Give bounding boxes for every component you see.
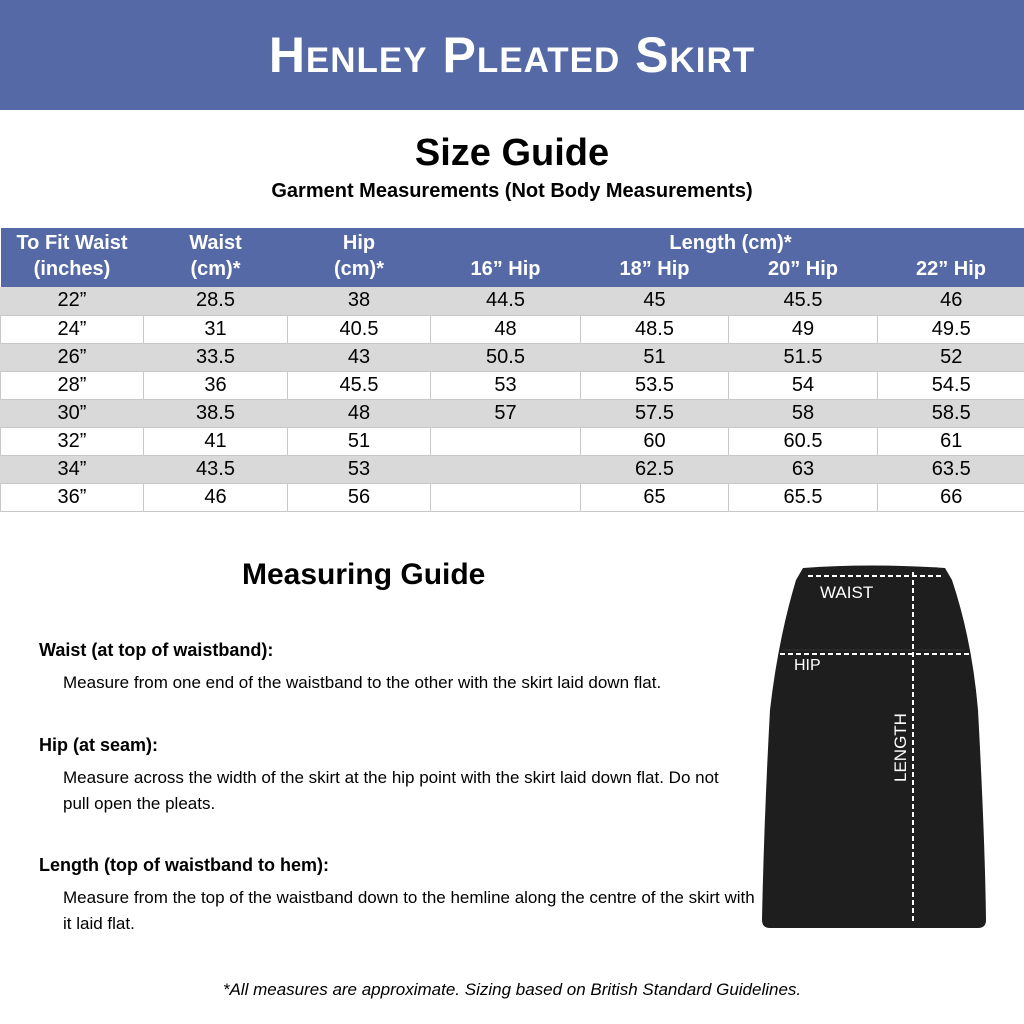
header-line: 22” Hip xyxy=(915,258,987,280)
table-cell: 34” xyxy=(1,455,144,483)
table-cell: 49 xyxy=(729,315,878,343)
table-cell: 53 xyxy=(288,455,431,483)
table-cell: 65.5 xyxy=(729,483,878,511)
table-cell: 26” xyxy=(1,343,144,371)
table-cell: 53.5 xyxy=(581,371,729,399)
table-row xyxy=(1,427,1024,455)
table-cell: 57 xyxy=(431,399,581,427)
section-text: Measure across the width of the skirt at the hip point with the skirt laid down flat. Do not pull open the pleats. xyxy=(63,768,719,813)
table-cell: 48 xyxy=(288,399,431,427)
table-row xyxy=(1,371,1024,399)
header-waist xyxy=(144,228,288,287)
table-cell: 46 xyxy=(144,483,288,511)
table-cell: 51.5 xyxy=(729,343,878,371)
header-16-hip xyxy=(431,228,581,287)
footnote: *All measures are approximate. Sizing based on British Standard Guidelines. xyxy=(222,980,802,999)
table-cell: 36” xyxy=(1,483,144,511)
table-cell: 36 xyxy=(144,371,288,399)
table-cell: 50.5 xyxy=(431,343,581,371)
header-18-hip xyxy=(581,228,792,287)
table-cell: 66 xyxy=(878,483,1024,511)
size-guide-subtitle: Garment Measurements (Not Body Measurements) xyxy=(271,180,753,202)
table-cell: 30” xyxy=(1,399,144,427)
header-line: Hip xyxy=(342,232,376,254)
table-cell: 56 xyxy=(288,483,431,511)
table-cell: 31 xyxy=(144,315,288,343)
table-cell: 53 xyxy=(431,371,581,399)
hip-label: HIP xyxy=(794,657,821,674)
table-cell: 46 xyxy=(878,287,1024,315)
table-cell: 49.5 xyxy=(878,315,1024,343)
table-cell: 58.5 xyxy=(878,399,1024,427)
table-cell: 61 xyxy=(878,427,1024,455)
header-line: To Fit Waist xyxy=(16,232,128,254)
table-cell: 63 xyxy=(729,455,878,483)
table-cell: 33.5 xyxy=(144,343,288,371)
table-cell: 28” xyxy=(1,371,144,399)
table-cell: 51 xyxy=(581,343,729,371)
table-cell: 45.5 xyxy=(729,287,878,315)
section-heading: Length (top of waistband to hem): xyxy=(39,855,329,875)
skirt-shape xyxy=(762,566,986,929)
table-cell: 52 xyxy=(878,343,1024,371)
header-line: 20” Hip xyxy=(767,258,839,280)
table-row xyxy=(1,399,1024,427)
header-line: Waist xyxy=(189,232,242,254)
length-section xyxy=(39,855,759,937)
table-row xyxy=(1,455,1024,483)
table-cell: 43 xyxy=(288,343,431,371)
header-line: (cm)* xyxy=(190,258,241,280)
table-cell: 40.5 xyxy=(288,315,431,343)
table-cell: 44.5 xyxy=(431,287,581,315)
table-cell: 24” xyxy=(1,315,144,343)
header-hip xyxy=(288,228,431,287)
table-cell xyxy=(431,483,581,511)
table-cell: 48.5 xyxy=(581,315,729,343)
table-cell: 43.5 xyxy=(144,455,288,483)
table-row xyxy=(1,315,1024,343)
table-cell: 57.5 xyxy=(581,399,729,427)
table-cell: 32” xyxy=(1,427,144,455)
table-cell: 54 xyxy=(729,371,878,399)
table-cell: 63.5 xyxy=(878,455,1024,483)
table-cell: 58 xyxy=(729,399,878,427)
table-cell: 28.5 xyxy=(144,287,288,315)
table-cell: 22” xyxy=(1,287,144,315)
table-cell: 45 xyxy=(581,287,729,315)
table-cell: 41 xyxy=(144,427,288,455)
table-cell: 45.5 xyxy=(288,371,431,399)
table-cell: 38 xyxy=(288,287,431,315)
section-heading: Hip (at seam): xyxy=(39,735,159,755)
table-cell: 60 xyxy=(581,427,729,455)
header-fit-waist xyxy=(1,228,144,287)
table-row xyxy=(1,483,1024,511)
table-cell: 62.5 xyxy=(581,455,729,483)
hip-section xyxy=(39,735,739,817)
table-row xyxy=(1,287,1024,315)
header-line: 18” Hip xyxy=(619,258,690,280)
section-heading: Waist (at top of waistband): xyxy=(39,640,274,660)
size-guide-title: Size Guide xyxy=(414,132,610,174)
header-22-hip xyxy=(878,228,1024,287)
measuring-guide-title: Measuring Guide xyxy=(242,558,486,591)
table-row xyxy=(1,343,1024,371)
header-line: 16” Hip xyxy=(470,258,541,280)
table-cell xyxy=(431,427,581,455)
size-table xyxy=(0,228,1024,512)
header-line: (cm)* xyxy=(333,258,384,280)
length-label: LENGTH xyxy=(891,713,910,782)
table-cell: 38.5 xyxy=(144,399,288,427)
section-text: Measure from the top of the waistband down to the hemline along the centre of the skirt with it laid flat. xyxy=(63,888,755,933)
header-line: (inches) xyxy=(33,258,111,280)
waist-label: WAIST xyxy=(820,583,874,602)
section-text: Measure from one end of the waistband to the other with the skirt laid down flat. xyxy=(63,673,662,692)
header-length-group: Length (cm)* xyxy=(669,232,792,254)
table-cell: 60.5 xyxy=(729,427,878,455)
table-cell: 51 xyxy=(288,427,431,455)
header-banner xyxy=(0,0,1024,110)
table-cell: 54.5 xyxy=(878,371,1024,399)
skirt-diagram xyxy=(750,560,1024,940)
table-cell xyxy=(431,455,581,483)
table-cell: 48 xyxy=(431,315,581,343)
table-cell: 65 xyxy=(581,483,729,511)
product-title: Henley Pleated Skirt xyxy=(268,27,756,83)
waist-section xyxy=(39,640,759,696)
